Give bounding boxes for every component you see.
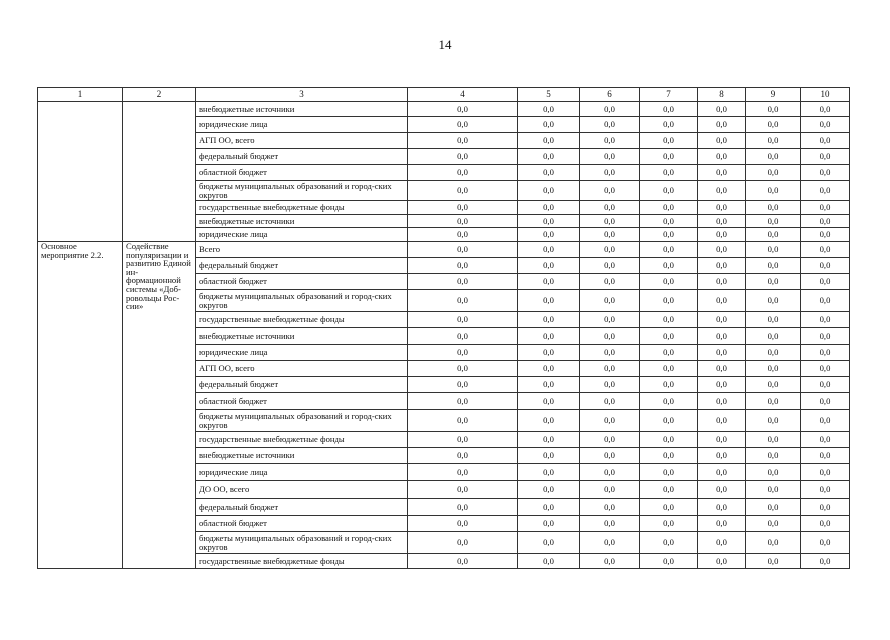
value-cell: 0,0 xyxy=(801,165,850,181)
value-cell: 0,0 xyxy=(640,312,698,328)
page-number: 14 xyxy=(438,37,452,52)
value-cell: 0,0 xyxy=(518,554,580,569)
value-cell: 0,0 xyxy=(518,448,580,464)
value-cell: 0,0 xyxy=(698,410,746,432)
value-cell: 0,0 xyxy=(408,410,518,432)
value-cell: 0,0 xyxy=(408,181,518,201)
value-cell: 0,0 xyxy=(580,117,640,133)
value-cell: 0,0 xyxy=(408,328,518,345)
value-cell: 0,0 xyxy=(640,181,698,201)
funding-source-cell: бюджеты муниципальных образований и город-ских округов xyxy=(196,410,408,432)
header-row xyxy=(38,88,850,102)
value-cell: 0,0 xyxy=(801,312,850,328)
funding-source-cell: государственные внебюджетные фонды xyxy=(196,201,408,215)
value-cell: 0,0 xyxy=(746,258,801,274)
value-cell: 0,0 xyxy=(580,258,640,274)
value-cell: 0,0 xyxy=(746,165,801,181)
value-cell: 0,0 xyxy=(580,377,640,393)
funding-source-cell: федеральный бюджет xyxy=(196,258,408,274)
value-cell: 0,0 xyxy=(746,345,801,361)
value-cell: 0,0 xyxy=(408,242,518,258)
value-cell: 0,0 xyxy=(580,181,640,201)
funding-source-cell: юридические лица xyxy=(196,464,408,481)
value-cell: 0,0 xyxy=(580,361,640,377)
value-cell: 0,0 xyxy=(640,228,698,242)
value-cell: 0,0 xyxy=(518,215,580,228)
value-cell: 0,0 xyxy=(518,117,580,133)
value-cell: 0,0 xyxy=(580,532,640,554)
value-cell: 0,0 xyxy=(801,410,850,432)
value-cell: 0,0 xyxy=(801,274,850,290)
value-cell: 0,0 xyxy=(518,393,580,410)
funding-source-cell: бюджеты муниципальных образований и город-ских округов xyxy=(196,290,408,312)
value-cell: 0,0 xyxy=(698,133,746,149)
value-cell: 0,0 xyxy=(801,393,850,410)
header-cell: 7 xyxy=(640,88,698,102)
funding-source-cell: юридические лица xyxy=(196,228,408,242)
funding-source-cell: бюджеты муниципальных образований и город-ских округов xyxy=(196,181,408,201)
value-cell: 0,0 xyxy=(408,448,518,464)
funding-source-cell: федеральный бюджет xyxy=(196,377,408,393)
value-cell: 0,0 xyxy=(518,228,580,242)
value-cell: 0,0 xyxy=(801,432,850,448)
value-cell: 0,0 xyxy=(746,242,801,258)
value-cell: 0,0 xyxy=(801,117,850,133)
value-cell: 0,0 xyxy=(580,290,640,312)
value-cell: 0,0 xyxy=(746,361,801,377)
value-cell: 0,0 xyxy=(518,328,580,345)
value-cell: 0,0 xyxy=(801,532,850,554)
value-cell: 0,0 xyxy=(580,215,640,228)
funding-source-cell: АГП ОО, всего xyxy=(196,361,408,377)
value-cell: 0,0 xyxy=(698,345,746,361)
value-cell: 0,0 xyxy=(408,499,518,516)
value-cell: 0,0 xyxy=(518,345,580,361)
value-cell: 0,0 xyxy=(518,516,580,532)
value-cell: 0,0 xyxy=(698,481,746,499)
value-cell: 0,0 xyxy=(408,290,518,312)
value-cell: 0,0 xyxy=(408,165,518,181)
funding-source-cell: государственные внебюджетные фонды xyxy=(196,312,408,328)
value-cell: 0,0 xyxy=(698,393,746,410)
value-cell: 0,0 xyxy=(698,181,746,201)
value-cell: 0,0 xyxy=(698,554,746,569)
value-cell: 0,0 xyxy=(698,117,746,133)
funding-source-cell: федеральный бюджет xyxy=(196,499,408,516)
value-cell: 0,0 xyxy=(801,464,850,481)
value-cell: 0,0 xyxy=(580,516,640,532)
value-cell: 0,0 xyxy=(408,532,518,554)
value-cell: 0,0 xyxy=(746,149,801,165)
value-cell: 0,0 xyxy=(518,361,580,377)
value-cell: 0,0 xyxy=(580,554,640,569)
value-cell: 0,0 xyxy=(698,201,746,215)
value-cell: 0,0 xyxy=(518,481,580,499)
budget-table xyxy=(37,87,850,569)
value-cell: 0,0 xyxy=(746,201,801,215)
value-cell: 0,0 xyxy=(746,464,801,481)
value-cell: 0,0 xyxy=(801,201,850,215)
value-cell: 0,0 xyxy=(640,117,698,133)
value-cell: 0,0 xyxy=(518,464,580,481)
value-cell: 0,0 xyxy=(640,516,698,532)
value-cell: 0,0 xyxy=(746,516,801,532)
activity-cell xyxy=(38,102,123,242)
value-cell: 0,0 xyxy=(698,102,746,117)
value-cell: 0,0 xyxy=(640,290,698,312)
funding-source-cell: областной бюджет xyxy=(196,393,408,410)
value-cell: 0,0 xyxy=(801,516,850,532)
value-cell: 0,0 xyxy=(580,432,640,448)
header-cell: 2 xyxy=(123,88,196,102)
value-cell: 0,0 xyxy=(640,102,698,117)
value-cell: 0,0 xyxy=(640,149,698,165)
value-cell: 0,0 xyxy=(746,102,801,117)
value-cell: 0,0 xyxy=(801,258,850,274)
value-cell: 0,0 xyxy=(640,393,698,410)
value-cell: 0,0 xyxy=(640,133,698,149)
funding-source-cell: юридические лица xyxy=(196,345,408,361)
value-cell: 0,0 xyxy=(801,554,850,569)
funding-source-cell: внебюджетные источники xyxy=(196,328,408,345)
value-cell: 0,0 xyxy=(580,481,640,499)
funding-source-cell: бюджеты муниципальных образований и город-ских округов xyxy=(196,532,408,554)
value-cell: 0,0 xyxy=(580,393,640,410)
value-cell: 0,0 xyxy=(746,290,801,312)
value-cell: 0,0 xyxy=(801,448,850,464)
value-cell: 0,0 xyxy=(746,410,801,432)
value-cell: 0,0 xyxy=(408,312,518,328)
value-cell: 0,0 xyxy=(698,274,746,290)
value-cell: 0,0 xyxy=(408,554,518,569)
value-cell: 0,0 xyxy=(801,345,850,361)
activity-cell: Основное мероприятие 2.2. xyxy=(38,242,123,569)
value-cell: 0,0 xyxy=(746,312,801,328)
value-cell: 0,0 xyxy=(801,377,850,393)
value-cell: 0,0 xyxy=(518,274,580,290)
value-cell: 0,0 xyxy=(580,499,640,516)
value-cell: 0,0 xyxy=(746,554,801,569)
value-cell: 0,0 xyxy=(640,377,698,393)
value-cell: 0,0 xyxy=(746,377,801,393)
value-cell: 0,0 xyxy=(698,464,746,481)
funding-source-cell: юридические лица xyxy=(196,117,408,133)
value-cell: 0,0 xyxy=(640,448,698,464)
value-cell: 0,0 xyxy=(698,290,746,312)
value-cell: 0,0 xyxy=(698,328,746,345)
table-row xyxy=(38,102,850,117)
header-cell: 10 xyxy=(801,88,850,102)
value-cell: 0,0 xyxy=(801,328,850,345)
value-cell: 0,0 xyxy=(801,361,850,377)
value-cell: 0,0 xyxy=(518,290,580,312)
value-cell: 0,0 xyxy=(698,215,746,228)
header-cell: 8 xyxy=(698,88,746,102)
value-cell: 0,0 xyxy=(408,215,518,228)
value-cell: 0,0 xyxy=(746,274,801,290)
value-cell: 0,0 xyxy=(580,165,640,181)
value-cell: 0,0 xyxy=(640,165,698,181)
value-cell: 0,0 xyxy=(640,361,698,377)
value-cell: 0,0 xyxy=(580,345,640,361)
value-cell: 0,0 xyxy=(408,274,518,290)
value-cell: 0,0 xyxy=(746,393,801,410)
funding-source-cell: федеральный бюджет xyxy=(196,149,408,165)
value-cell: 0,0 xyxy=(580,448,640,464)
funding-source-cell: областной бюджет xyxy=(196,516,408,532)
value-cell: 0,0 xyxy=(746,215,801,228)
value-cell: 0,0 xyxy=(408,432,518,448)
value-cell: 0,0 xyxy=(801,149,850,165)
value-cell: 0,0 xyxy=(801,499,850,516)
value-cell: 0,0 xyxy=(518,532,580,554)
funding-source-cell: внебюджетные источники xyxy=(196,102,408,117)
value-cell: 0,0 xyxy=(640,258,698,274)
value-cell: 0,0 xyxy=(640,242,698,258)
value-cell: 0,0 xyxy=(580,149,640,165)
value-cell: 0,0 xyxy=(408,361,518,377)
value-cell: 0,0 xyxy=(801,228,850,242)
value-cell: 0,0 xyxy=(640,532,698,554)
value-cell: 0,0 xyxy=(698,377,746,393)
value-cell: 0,0 xyxy=(408,117,518,133)
header-cell: 3 xyxy=(196,88,408,102)
value-cell: 0,0 xyxy=(580,328,640,345)
value-cell: 0,0 xyxy=(580,410,640,432)
value-cell: 0,0 xyxy=(698,532,746,554)
funding-source-cell: внебюджетные источники xyxy=(196,215,408,228)
value-cell: 0,0 xyxy=(580,464,640,481)
value-cell: 0,0 xyxy=(580,312,640,328)
value-cell: 0,0 xyxy=(746,117,801,133)
value-cell: 0,0 xyxy=(408,133,518,149)
value-cell: 0,0 xyxy=(746,499,801,516)
table-row xyxy=(38,242,850,258)
value-cell: 0,0 xyxy=(698,516,746,532)
value-cell: 0,0 xyxy=(698,149,746,165)
value-cell: 0,0 xyxy=(518,133,580,149)
funding-source-cell: внебюджетные источники xyxy=(196,448,408,464)
value-cell: 0,0 xyxy=(580,274,640,290)
value-cell: 0,0 xyxy=(698,499,746,516)
value-cell: 0,0 xyxy=(801,102,850,117)
value-cell: 0,0 xyxy=(640,410,698,432)
value-cell: 0,0 xyxy=(746,133,801,149)
value-cell: 0,0 xyxy=(580,102,640,117)
value-cell: 0,0 xyxy=(746,532,801,554)
header-cell: 6 xyxy=(580,88,640,102)
value-cell: 0,0 xyxy=(640,554,698,569)
value-cell: 0,0 xyxy=(746,481,801,499)
value-cell: 0,0 xyxy=(408,377,518,393)
value-cell: 0,0 xyxy=(640,201,698,215)
value-cell: 0,0 xyxy=(801,290,850,312)
value-cell: 0,0 xyxy=(698,258,746,274)
value-cell: 0,0 xyxy=(801,481,850,499)
value-cell: 0,0 xyxy=(408,201,518,215)
header-cell: 1 xyxy=(38,88,123,102)
value-cell: 0,0 xyxy=(518,499,580,516)
value-cell: 0,0 xyxy=(408,228,518,242)
value-cell: 0,0 xyxy=(698,242,746,258)
value-cell: 0,0 xyxy=(746,328,801,345)
funding-source-cell: Всего xyxy=(196,242,408,258)
value-cell: 0,0 xyxy=(698,165,746,181)
value-cell: 0,0 xyxy=(640,215,698,228)
value-cell: 0,0 xyxy=(698,361,746,377)
value-cell: 0,0 xyxy=(408,258,518,274)
value-cell: 0,0 xyxy=(746,448,801,464)
value-cell: 0,0 xyxy=(801,215,850,228)
value-cell: 0,0 xyxy=(801,181,850,201)
value-cell: 0,0 xyxy=(698,312,746,328)
value-cell: 0,0 xyxy=(698,228,746,242)
value-cell: 0,0 xyxy=(408,149,518,165)
value-cell: 0,0 xyxy=(518,165,580,181)
value-cell: 0,0 xyxy=(518,410,580,432)
value-cell: 0,0 xyxy=(408,481,518,499)
value-cell: 0,0 xyxy=(408,102,518,117)
value-cell: 0,0 xyxy=(698,432,746,448)
value-cell: 0,0 xyxy=(518,149,580,165)
value-cell: 0,0 xyxy=(746,181,801,201)
value-cell: 0,0 xyxy=(698,448,746,464)
header-cell: 5 xyxy=(518,88,580,102)
value-cell: 0,0 xyxy=(408,345,518,361)
value-cell: 0,0 xyxy=(801,133,850,149)
value-cell: 0,0 xyxy=(640,481,698,499)
value-cell: 0,0 xyxy=(640,464,698,481)
funding-source-cell: областной бюджет xyxy=(196,165,408,181)
value-cell: 0,0 xyxy=(746,228,801,242)
funding-source-cell: АГП ОО, всего xyxy=(196,133,408,149)
value-cell: 0,0 xyxy=(518,258,580,274)
funding-source-cell: ДО ОО, всего xyxy=(196,481,408,499)
value-cell: 0,0 xyxy=(580,201,640,215)
funding-source-cell: государственные внебюджетные фонды xyxy=(196,432,408,448)
value-cell: 0,0 xyxy=(640,499,698,516)
value-cell: 0,0 xyxy=(518,181,580,201)
value-cell: 0,0 xyxy=(518,102,580,117)
header-cell: 9 xyxy=(746,88,801,102)
value-cell: 0,0 xyxy=(580,133,640,149)
value-cell: 0,0 xyxy=(518,312,580,328)
value-cell: 0,0 xyxy=(518,242,580,258)
funding-source-cell: областной бюджет xyxy=(196,274,408,290)
value-cell: 0,0 xyxy=(408,393,518,410)
value-cell: 0,0 xyxy=(640,274,698,290)
value-cell: 0,0 xyxy=(408,464,518,481)
description-cell: Содействие популяризации и развитию Единой ин-формационной системы «Доб-ровольцы Рос-сии» xyxy=(123,242,196,569)
value-cell: 0,0 xyxy=(640,432,698,448)
description-cell xyxy=(123,102,196,242)
value-cell: 0,0 xyxy=(580,228,640,242)
value-cell: 0,0 xyxy=(408,516,518,532)
value-cell: 0,0 xyxy=(518,377,580,393)
value-cell: 0,0 xyxy=(801,242,850,258)
value-cell: 0,0 xyxy=(580,242,640,258)
header-cell: 4 xyxy=(408,88,518,102)
value-cell: 0,0 xyxy=(640,345,698,361)
value-cell: 0,0 xyxy=(518,432,580,448)
value-cell: 0,0 xyxy=(640,328,698,345)
value-cell: 0,0 xyxy=(746,432,801,448)
value-cell: 0,0 xyxy=(518,201,580,215)
funding-source-cell: государственные внебюджетные фонды xyxy=(196,554,408,569)
